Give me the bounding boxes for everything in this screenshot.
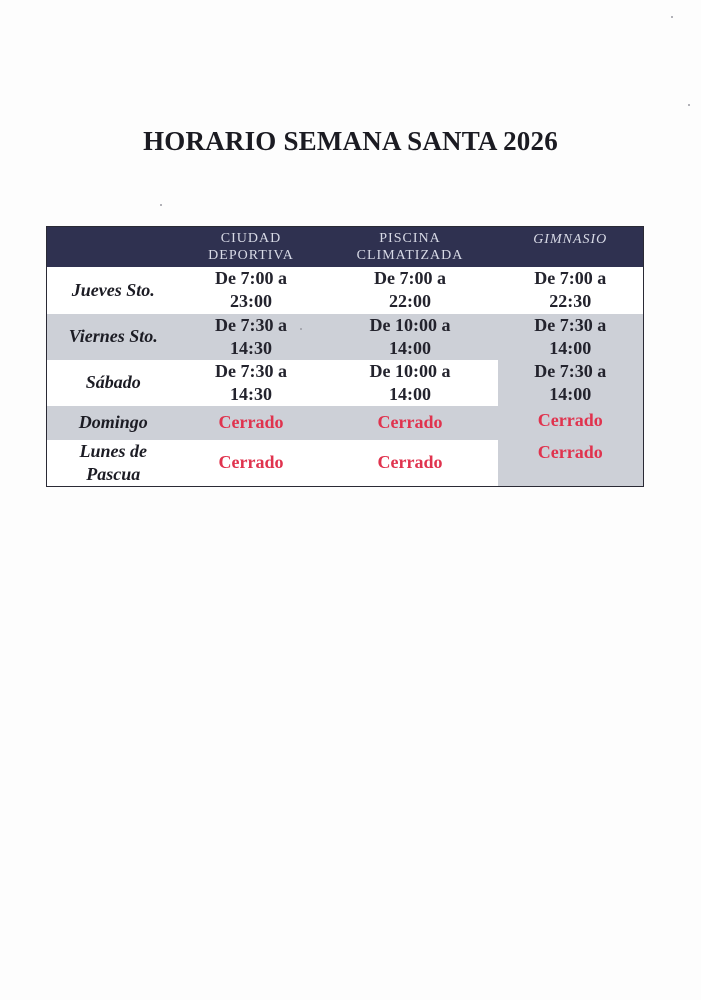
piscina-closed-cell: Cerrado bbox=[323, 406, 498, 440]
piscina-closed-cell: Cerrado bbox=[323, 440, 498, 487]
hours-end: 14:30 bbox=[230, 383, 272, 404]
hours-start: De 7:00 a bbox=[534, 268, 607, 288]
table-row bbox=[47, 360, 644, 406]
hours-end: 23:00 bbox=[230, 291, 272, 311]
day-cell: Jueves Sto. bbox=[47, 267, 180, 314]
header-row bbox=[47, 227, 644, 267]
table-row bbox=[47, 314, 644, 360]
closed-text: Cerrado bbox=[537, 410, 603, 430]
hours-end: 14:00 bbox=[549, 337, 592, 358]
hours-start: De 7:00 a bbox=[374, 268, 446, 288]
table-row bbox=[47, 267, 644, 314]
scan-speck bbox=[688, 104, 690, 106]
ciudad-hours-cell bbox=[180, 267, 323, 314]
day-cell: Sábado bbox=[47, 360, 180, 406]
header-ciudad-line1: CIUDAD bbox=[220, 230, 282, 246]
header-gimnasio: GIMNASIO bbox=[498, 227, 644, 267]
gimnasio-hours-cell bbox=[498, 314, 644, 360]
ciudad-closed-cell: Cerrado bbox=[180, 440, 323, 487]
ciudad-hours-cell bbox=[180, 360, 323, 406]
header-piscina-climatizada bbox=[323, 227, 498, 267]
table-row bbox=[47, 440, 644, 487]
piscina-hours-cell bbox=[323, 360, 498, 406]
piscina-hours-cell bbox=[323, 267, 498, 314]
scan-speck bbox=[160, 204, 162, 206]
gimnasio-closed-cell bbox=[498, 406, 644, 440]
header-ciudad-line2: DEPORTIVA bbox=[208, 247, 294, 263]
hours-start: De 7:30 a bbox=[215, 314, 287, 335]
header-piscina-line2: CLIMATIZADA bbox=[356, 247, 464, 263]
hours-end: 14:00 bbox=[389, 337, 431, 358]
day-cell: Viernes Sto. bbox=[47, 314, 180, 360]
ciudad-hours-cell bbox=[180, 314, 323, 360]
piscina-hours-cell bbox=[323, 314, 498, 360]
day-cell: Domingo bbox=[47, 406, 180, 440]
table-row bbox=[47, 406, 644, 440]
scan-speck bbox=[671, 16, 673, 18]
hours-end: 14:00 bbox=[549, 383, 592, 404]
header-day bbox=[47, 227, 180, 267]
hours-start: De 7:30 a bbox=[534, 360, 607, 381]
hours-start: De 10:00 a bbox=[369, 360, 451, 381]
gimnasio-hours-cell bbox=[498, 360, 644, 406]
schedule-table bbox=[46, 226, 644, 487]
hours-end: 14:00 bbox=[389, 383, 431, 404]
day-line1: Lunes de bbox=[79, 440, 147, 461]
hours-start: De 7:30 a bbox=[215, 360, 287, 381]
day-cell bbox=[47, 440, 180, 487]
day-line2: Pascua bbox=[86, 463, 141, 484]
closed-text: Cerrado bbox=[537, 442, 603, 462]
header-ciudad-deportiva bbox=[180, 227, 323, 267]
hours-end: 14:30 bbox=[230, 337, 272, 358]
scan-speck bbox=[300, 328, 302, 330]
hours-start: De 10:00 a bbox=[369, 314, 451, 335]
gimnasio-hours-cell bbox=[498, 267, 644, 314]
hours-start: De 7:00 a bbox=[215, 268, 287, 288]
hours-start: De 7:30 a bbox=[534, 314, 607, 335]
hours-end: 22:00 bbox=[389, 291, 431, 311]
ciudad-closed-cell: Cerrado bbox=[180, 406, 323, 440]
page-title: HORARIO SEMANA SANTA 2026 bbox=[143, 126, 558, 156]
gimnasio-closed-cell bbox=[498, 440, 644, 487]
header-piscina-line1: PISCINA bbox=[379, 230, 441, 246]
hours-end: 22:30 bbox=[549, 291, 592, 311]
